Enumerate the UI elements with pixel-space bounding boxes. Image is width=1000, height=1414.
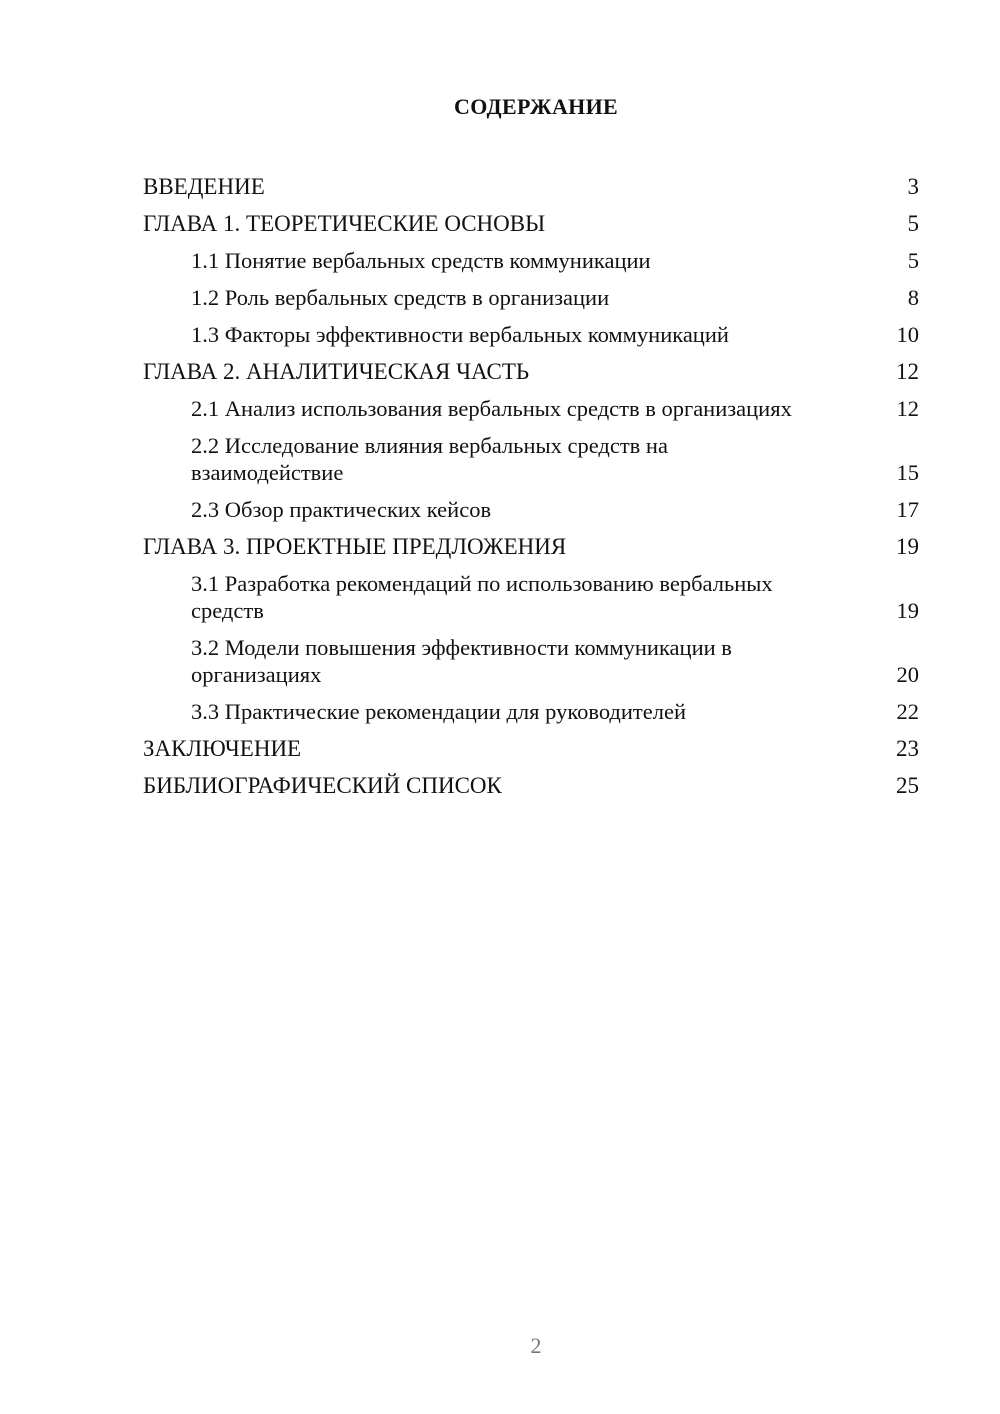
toc-entry-section-2-3[interactable]: [143, 492, 919, 529]
toc-entry-page: 23: [896, 736, 919, 761]
toc-entry-text: ГЛАВА 2. АНАЛИТИЧЕСКАЯ ЧАСТЬ: [143, 359, 530, 384]
toc-entry-text: ГЛАВА 3. ПРОЕКТНЫЕ ПРЕДЛОЖЕНИЯ: [143, 534, 567, 559]
toc-entry-bibliography[interactable]: [143, 768, 919, 805]
toc-entry-page: 3: [907, 174, 919, 199]
toc-entry-text: ЗАКЛЮЧЕНИЕ: [143, 736, 302, 761]
toc-entry-section-2-1[interactable]: [143, 391, 919, 428]
toc-entry-text: 2.1 Анализ использования вербальных средств в организациях: [191, 396, 792, 421]
toc-entry-chapter-1[interactable]: [143, 206, 919, 243]
toc-entry-page: 19: [896, 534, 919, 559]
toc-entry-section-2-2[interactable]: [143, 428, 919, 492]
toc-entry-section-3-1[interactable]: [143, 566, 919, 630]
toc-entry-text: 3.2 Модели повышения эффективности коммуникации в организациях: [191, 635, 732, 687]
page-number: 2: [530, 1333, 542, 1358]
toc-entry-section-3-3[interactable]: [143, 694, 919, 731]
toc-entry-introduction[interactable]: [143, 169, 919, 206]
toc-entry-page: 12: [896, 359, 919, 384]
toc-entry-text: 1.2 Роль вербальных средств в организации: [191, 285, 610, 310]
toc-entry-section-1-1[interactable]: [143, 243, 919, 280]
toc-entry-text: ГЛАВА 1. ТЕОРЕТИЧЕСКИЕ ОСНОВЫ: [143, 211, 546, 236]
toc-entry-page: 22: [896, 699, 919, 724]
toc-entry-text: ВВЕДЕНИЕ: [143, 174, 265, 199]
toc-entry-text: 3.3 Практические рекомендации для руководителей: [191, 699, 686, 724]
toc-entry-page: 19: [896, 598, 919, 623]
toc-entry-text: 2.2 Исследование влияния вербальных средств на взаимодействие: [191, 433, 668, 485]
toc-entry-page: 25: [896, 773, 919, 798]
toc-entry-section-3-2[interactable]: [143, 630, 919, 694]
toc-entry-text: 1.3 Факторы эффективности вербальных коммуникаций: [191, 322, 729, 347]
toc-entry-section-1-2[interactable]: [143, 280, 919, 317]
toc-entry-page: 5: [907, 211, 919, 236]
toc-entry-page: 10: [896, 322, 919, 347]
toc-entry-page: 15: [896, 460, 919, 485]
toc-entry-page: 5: [907, 248, 919, 273]
toc-entry-page: 20: [896, 662, 919, 687]
toc-entry-page: 8: [907, 285, 919, 310]
toc-entry-page: 12: [896, 396, 919, 421]
toc-entry-chapter-3[interactable]: [143, 529, 919, 566]
toc-entry-text: 2.3 Обзор практических кейсов: [191, 497, 492, 522]
toc-entry-page: 17: [896, 497, 919, 522]
toc-entry-text: БИБЛИОГРАФИЧЕСКИЙ СПИСОК: [143, 773, 502, 798]
table-of-contents: [143, 169, 919, 805]
toc-entry-conclusion[interactable]: [143, 731, 919, 768]
toc-entry-text: 1.1 Понятие вербальных средств коммуникации: [191, 248, 651, 273]
toc-entry-section-1-3[interactable]: [143, 317, 919, 354]
page-title: СОДЕРЖАНИЕ: [454, 94, 618, 119]
toc-entry-chapter-2[interactable]: [143, 354, 919, 391]
toc-entry-text: 3.1 Разработка рекомендаций по использованию вербальных средств: [191, 571, 773, 623]
